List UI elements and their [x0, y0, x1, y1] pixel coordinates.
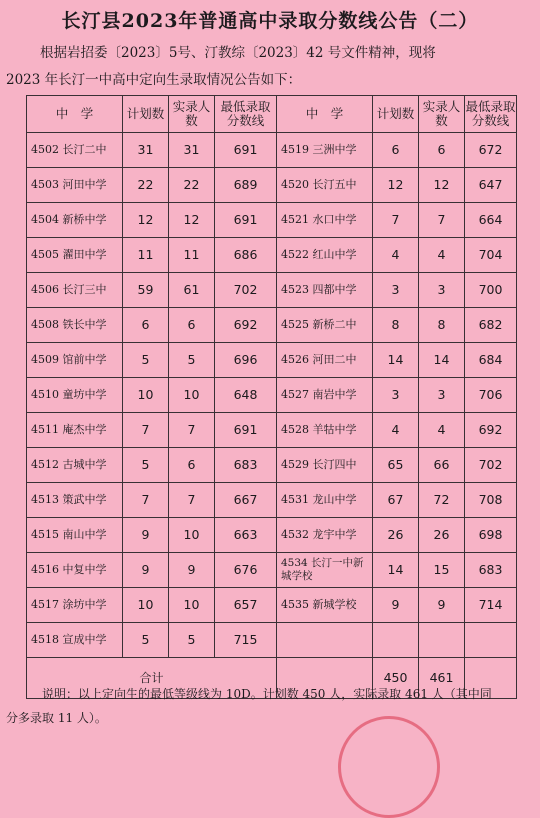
cell-plan-left: 22 — [123, 168, 169, 203]
cell-actual-right: 9 — [419, 588, 465, 623]
cell-school-right: 4520 长汀五中 — [277, 168, 373, 203]
cell-min-right — [465, 623, 517, 658]
cell-min-right: 682 — [465, 308, 517, 343]
cell-plan-left: 31 — [123, 133, 169, 168]
cell-school-left: 4510 童坊中学 — [27, 378, 123, 413]
cell-min-left: 689 — [215, 168, 277, 203]
cell-plan-left: 59 — [123, 273, 169, 308]
header-plan-left: 计划数 — [123, 96, 169, 133]
header-plan-right: 计划数 — [373, 96, 419, 133]
cell-min-left: 691 — [215, 133, 277, 168]
cell-actual-left: 9 — [169, 553, 215, 588]
table-row — [27, 553, 517, 588]
cell-school-left: 4505 濯田中学 — [27, 238, 123, 273]
cell-plan-right: 3 — [373, 378, 419, 413]
cell-actual-left: 12 — [169, 203, 215, 238]
table-row — [27, 308, 517, 343]
table-row — [27, 238, 517, 273]
cell-school-right: 4522 红山中学 — [277, 238, 373, 273]
cell-actual-left: 10 — [169, 518, 215, 553]
cell-actual-right: 4 — [419, 238, 465, 273]
cell-school-left: 4503 河田中学 — [27, 168, 123, 203]
cell-plan-right: 26 — [373, 518, 419, 553]
cell-school-right: 4525 新桥二中 — [277, 308, 373, 343]
cell-min-left: 663 — [215, 518, 277, 553]
cell-school-left: 4508 铁长中学 — [27, 308, 123, 343]
official-seal — [338, 716, 440, 818]
cell-min-right: 704 — [465, 238, 517, 273]
table-row — [27, 273, 517, 308]
page-title: 长汀县2023年普通高中录取分数线公告（二） — [61, 10, 479, 32]
cell-actual-left: 7 — [169, 483, 215, 518]
cell-min-left: 648 — [215, 378, 277, 413]
cell-school-right: 4532 龙宇中学 — [277, 518, 373, 553]
table-row — [27, 133, 517, 168]
cell-actual-right: 66 — [419, 448, 465, 483]
cell-plan-left: 5 — [123, 343, 169, 378]
score-table — [26, 95, 517, 699]
cell-min-right: 698 — [465, 518, 517, 553]
cell-school-left: 4518 宣成中学 — [27, 623, 123, 658]
table-row — [27, 168, 517, 203]
cell-min-left: 696 — [215, 343, 277, 378]
table-header-row — [27, 96, 517, 133]
cell-school-left: 4502 长汀二中 — [27, 133, 123, 168]
cell-plan-right: 65 — [373, 448, 419, 483]
intro-paragraph — [6, 40, 536, 94]
cell-school-right: 4521 水口中学 — [277, 203, 373, 238]
cell-actual-left: 5 — [169, 343, 215, 378]
note-paragraph — [6, 682, 536, 730]
cell-min-left: 667 — [215, 483, 277, 518]
cell-actual-right: 12 — [419, 168, 465, 203]
cell-actual-right: 3 — [419, 273, 465, 308]
cell-min-left: 691 — [215, 203, 277, 238]
cell-actual-left: 22 — [169, 168, 215, 203]
note-line-1: 说明：以上定向生的最低等级线为 10D。计划数 450 人，实际录取 461 人（其中同 — [42, 687, 492, 701]
cell-min-right: 684 — [465, 343, 517, 378]
cell-actual-left: 5 — [169, 623, 215, 658]
header-actual-left: 实录人数 — [169, 96, 215, 133]
cell-actual-right: 72 — [419, 483, 465, 518]
cell-actual-left: 61 — [169, 273, 215, 308]
cell-plan-left: 5 — [123, 623, 169, 658]
cell-plan-right: 12 — [373, 168, 419, 203]
table-row — [27, 588, 517, 623]
cell-min-left: 657 — [215, 588, 277, 623]
cell-plan-right: 9 — [373, 588, 419, 623]
cell-min-left: 676 — [215, 553, 277, 588]
cell-actual-left: 7 — [169, 413, 215, 448]
table-row — [27, 483, 517, 518]
cell-min-right: 714 — [465, 588, 517, 623]
header-actual-right: 实录人数 — [419, 96, 465, 133]
table-row — [27, 518, 517, 553]
cell-min-right: 708 — [465, 483, 517, 518]
cell-school-left: 4516 中复中学 — [27, 553, 123, 588]
cell-actual-left: 6 — [169, 448, 215, 483]
cell-school-right: 4527 南岩中学 — [277, 378, 373, 413]
cell-actual-right: 15 — [419, 553, 465, 588]
cell-school-right — [277, 623, 373, 658]
cell-actual-left: 10 — [169, 588, 215, 623]
cell-min-left: 692 — [215, 308, 277, 343]
cell-school-right: 4526 河田二中 — [277, 343, 373, 378]
cell-actual-left: 11 — [169, 238, 215, 273]
total-actual: 461 — [419, 658, 465, 699]
cell-plan-right: 67 — [373, 483, 419, 518]
cell-plan-right: 4 — [373, 238, 419, 273]
cell-actual-right: 26 — [419, 518, 465, 553]
cell-plan-left: 10 — [123, 588, 169, 623]
cell-plan-left: 9 — [123, 518, 169, 553]
cell-plan-right: 3 — [373, 273, 419, 308]
cell-school-right: 4535 新城学校 — [277, 588, 373, 623]
cell-plan-right: 7 — [373, 203, 419, 238]
cell-school-right: 4519 三洲中学 — [277, 133, 373, 168]
cell-school-left: 4504 新桥中学 — [27, 203, 123, 238]
cell-plan-left: 5 — [123, 448, 169, 483]
cell-actual-left: 6 — [169, 308, 215, 343]
cell-plan-right: 14 — [373, 553, 419, 588]
cell-min-right: 647 — [465, 168, 517, 203]
cell-school-right: 4529 长汀四中 — [277, 448, 373, 483]
cell-actual-right: 7 — [419, 203, 465, 238]
cell-plan-right: 14 — [373, 343, 419, 378]
cell-plan-left: 7 — [123, 413, 169, 448]
cell-min-right: 692 — [465, 413, 517, 448]
cell-school-left: 4511 庵杰中学 — [27, 413, 123, 448]
intro-line-2: 2023 年长汀一中高中定向生录取情况公告如下： — [6, 72, 302, 88]
cell-school-right: 4523 四都中学 — [277, 273, 373, 308]
cell-plan-right: 4 — [373, 413, 419, 448]
cell-school-left: 4506 长汀三中 — [27, 273, 123, 308]
cell-actual-left: 31 — [169, 133, 215, 168]
table-row — [27, 413, 517, 448]
table-row — [27, 378, 517, 413]
cell-min-left: 691 — [215, 413, 277, 448]
cell-min-right: 683 — [465, 553, 517, 588]
cell-school-right: 4534 长汀一中新城学校 — [277, 553, 373, 588]
cell-min-left: 686 — [215, 238, 277, 273]
total-plan: 450 — [373, 658, 419, 699]
cell-actual-left: 10 — [169, 378, 215, 413]
table-row — [27, 623, 517, 658]
cell-plan-left: 9 — [123, 553, 169, 588]
cell-min-right: 702 — [465, 448, 517, 483]
cell-min-right: 664 — [465, 203, 517, 238]
cell-min-left: 683 — [215, 448, 277, 483]
total-label: 合计 — [27, 658, 277, 699]
cell-actual-right — [419, 623, 465, 658]
cell-school-right: 4528 羊牯中学 — [277, 413, 373, 448]
table-row — [27, 343, 517, 378]
cell-actual-right: 4 — [419, 413, 465, 448]
cell-min-right: 700 — [465, 273, 517, 308]
header-school-right: 中 学 — [277, 96, 373, 133]
cell-min-left: 715 — [215, 623, 277, 658]
cell-school-left: 4515 南山中学 — [27, 518, 123, 553]
cell-actual-right: 3 — [419, 378, 465, 413]
cell-min-right: 706 — [465, 378, 517, 413]
table-row — [27, 203, 517, 238]
table-row — [27, 448, 517, 483]
cell-plan-right: 6 — [373, 133, 419, 168]
cell-plan-left: 7 — [123, 483, 169, 518]
cell-school-left: 4509 馆前中学 — [27, 343, 123, 378]
cell-school-left: 4517 涂坊中学 — [27, 588, 123, 623]
cell-actual-right: 8 — [419, 308, 465, 343]
cell-school-left: 4513 策武中学 — [27, 483, 123, 518]
intro-line-1: 根据岩招委〔2023〕5号、汀教综〔2023〕42 号文件精神，现将 — [40, 45, 436, 61]
note-line-2: 分多录取 11 人）。 — [6, 711, 107, 725]
header-school-left: 中 学 — [27, 96, 123, 133]
cell-plan-right — [373, 623, 419, 658]
cell-min-left: 702 — [215, 273, 277, 308]
cell-plan-left: 12 — [123, 203, 169, 238]
cell-plan-right: 8 — [373, 308, 419, 343]
cell-min-right: 672 — [465, 133, 517, 168]
cell-school-right: 4531 龙山中学 — [277, 483, 373, 518]
cell-actual-right: 6 — [419, 133, 465, 168]
cell-plan-left: 11 — [123, 238, 169, 273]
cell-school-left: 4512 古城中学 — [27, 448, 123, 483]
header-min-left: 最低录取分数线 — [215, 96, 277, 133]
cell-plan-left: 10 — [123, 378, 169, 413]
cell-plan-left: 6 — [123, 308, 169, 343]
header-min-right: 最低录取分数线 — [465, 96, 517, 133]
cell-actual-right: 14 — [419, 343, 465, 378]
